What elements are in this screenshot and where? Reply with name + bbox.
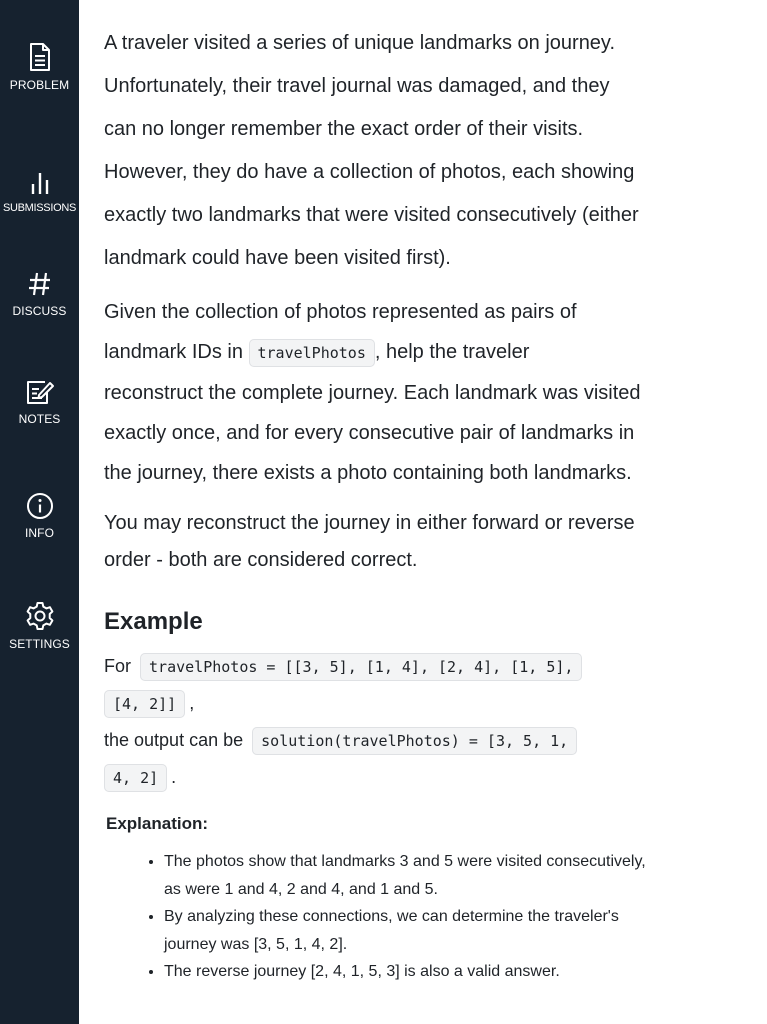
- sidebar-item-label: SETTINGS: [9, 637, 70, 651]
- sidebar-item-submissions[interactable]: [0, 170, 79, 214]
- sidebar-item-info[interactable]: [0, 492, 79, 540]
- sidebar-item-label: SUBMISSIONS: [2, 202, 77, 214]
- bar-chart-icon: [28, 170, 52, 196]
- example-input: [104, 649, 704, 684]
- paragraph-line: exactly once, and for every consecutive pair of landmarks in: [104, 422, 635, 444]
- hash-icon: [27, 270, 53, 298]
- inline-code: 4, 2]: [104, 764, 167, 792]
- sidebar-item-notes[interactable]: [0, 378, 79, 426]
- sidebar-item-settings[interactable]: [0, 601, 79, 651]
- gear-icon: [25, 601, 55, 631]
- paragraph-line: landmark could have been visited first).: [104, 247, 451, 269]
- paragraph-line: reconstruct the complete journey. Each landmark was visited: [104, 382, 641, 404]
- edit-note-icon: [25, 378, 55, 406]
- list-item: • The photos show that landmarks 3 and 5 were visited consecutively, as were 1 and 4, 2 and 4, and 1 and 5.: [164, 848, 666, 903]
- problem-paragraph-1: [104, 22, 704, 280]
- paragraph-line: You may reconstruct the journey in either forward or reverse: [104, 512, 635, 534]
- explanation-list: [106, 848, 666, 986]
- example-output: [104, 723, 704, 758]
- paragraph-line: However, they do have a collection of photos, each showing: [104, 161, 635, 183]
- paragraph-line: exactly two landmarks that were visited consecutively (either: [104, 204, 639, 226]
- sidebar-item-discuss[interactable]: [0, 270, 79, 318]
- paragraph-line: A traveler visited a series of unique landmarks on journey.: [104, 32, 616, 54]
- paragraph-line: Given the collection of photos represented as pairs of: [104, 301, 577, 323]
- problem-statement: [104, 22, 704, 795]
- sidebar-item-label: NOTES: [18, 412, 61, 426]
- paragraph-line: can no longer remember the exact order of their visits.: [104, 118, 584, 140]
- explanation-section: [106, 814, 666, 986]
- text-span: .: [171, 767, 177, 787]
- paragraph-line: the journey, there exists a photo containing both landmarks.: [104, 462, 632, 484]
- list-item: • The reverse journey [2, 4, 1, 5, 3] is also a valid answer.: [164, 958, 666, 986]
- paragraph-line: [104, 332, 704, 373]
- example-output-label: the output can be: [104, 730, 244, 750]
- example-heading: Example: [104, 608, 203, 635]
- problem-paragraph-2: [104, 292, 704, 493]
- inline-code: travelPhotos: [249, 339, 375, 367]
- example-input-label: For: [104, 656, 131, 676]
- inline-code: solution(travelPhotos) = [3, 5, 1,: [252, 727, 577, 755]
- document-icon: [28, 42, 52, 72]
- sidebar-item-label: PROBLEM: [9, 78, 70, 92]
- sidebar: [0, 0, 79, 1024]
- example-output-continued: [104, 760, 704, 795]
- inline-code: travelPhotos = [[3, 5], [1, 4], [2, 4], [1, 5],: [140, 653, 582, 681]
- sidebar-item-label: INFO: [24, 526, 55, 540]
- paragraph-line: Unfortunately, their travel journal was damaged, and they: [104, 75, 610, 97]
- explanation-title: Explanation:: [106, 814, 209, 833]
- sidebar-item-problem[interactable]: [0, 42, 79, 92]
- sidebar-item-label: DISCUSS: [12, 304, 67, 318]
- text-span: , help the traveler: [374, 341, 530, 363]
- text-span: ,: [189, 693, 195, 713]
- inline-code: [4, 2]]: [104, 690, 185, 718]
- example-input-continued: [104, 686, 704, 721]
- text-span: landmark IDs in: [104, 341, 249, 363]
- info-icon: [26, 492, 54, 520]
- paragraph-line: order - both are considered correct.: [104, 549, 418, 571]
- problem-paragraph-3: [104, 505, 704, 579]
- list-item: • By analyzing these connections, we can determine the traveler's journey was [3, 5, 1, 4, 2].: [164, 903, 666, 958]
